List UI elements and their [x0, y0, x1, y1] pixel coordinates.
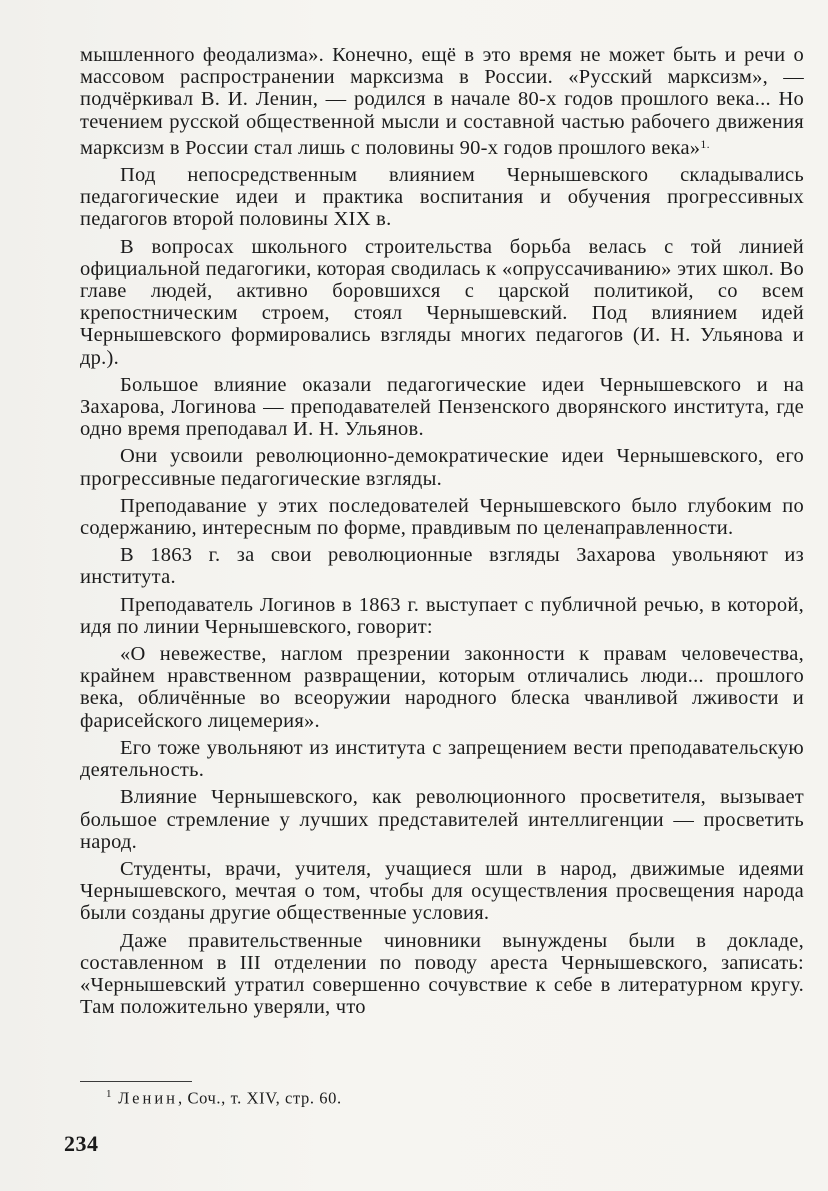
quotation: «О невежестве, наглом презрении законности к правам человечества, крайнем нравственном развращении, которым отличались люди... прошлого века, обличённые во всеоружии народного блеска чванливой лживости и фарисейского лицемерия».	[80, 643, 804, 732]
paragraph-10: Его тоже увольняют из института с запрещением вести преподавательскую деятельность.	[80, 736, 804, 782]
body-text	[80, 44, 804, 1023]
paragraph-3: В вопросах школьного строительства борьба велась с той линией официальной педагогики, которая сводилась к «опруссачиванию» этих школ. Во главе людей, активно боровшихся с царской политикой, со всем крепостническим строем, стоял Чернышевский. Под влиянием идей Чернышевского формировались взгляды многих педагогов (И. Н. Ульянова и др.).	[80, 235, 804, 369]
paragraph-11: Влияние Чернышевского, как революционного просветителя, вызывает большое стремление у лучших представителей интеллигенции — просветить народ.	[80, 786, 804, 853]
paragraph-12: Студенты, врачи, учителя, учащиеся шли в народ, движимые идеями Чернышевского, мечтая о том, чтобы для осуществления просвещения народа были созданы другие общественные условия.	[80, 857, 804, 925]
paragraph-1-text: мышленного феодализма». Конечно, ещё в это время не может быть и речи о массовом распространении марксизма в России. «Русский марксизм», — подчёркивал В. И. Ленин, — родился в начале 80-х годов прошлого века... Но течением русской общественной мысли и составной частью рабочего движения марксизм в России стал лишь с половины 90-х годов прошлого века»	[80, 44, 804, 159]
footnote	[106, 1088, 342, 1109]
paragraph-8: Преподаватель Логинов в 1863 г. выступает с публичной речью, в которой, идя по линии Чернышевского, говорит:	[80, 593, 804, 638]
paragraph-6: Преподавание у этих последователей Чернышевского было глубоким по содержанию, интересным по форме, правдивым по целенаправленности.	[80, 494, 804, 540]
footnote-mark: 1	[106, 1088, 113, 1100]
page-number: 234	[64, 1131, 99, 1156]
footnote-reference: 1.	[700, 136, 710, 151]
paragraph-1	[80, 44, 804, 159]
paragraph-5: Они усвоили революционно-демократические идеи Чернышевского, его прогрессивные педагогические взгляды.	[80, 445, 804, 490]
footnote-author: Ленин	[118, 1088, 179, 1108]
paragraph-7: В 1863 г. за свои революционные взгляды Захарова увольняют из института.	[80, 544, 804, 589]
footnote-divider	[80, 1081, 192, 1082]
paragraph-2: Под непосредственным влиянием Чернышевского складывались педагогические идеи и практика воспитания и обучения прогрессивных педагогов второй половины XIX в.	[80, 164, 804, 231]
paragraph-13: Даже правительственные чиновники вынуждены были в докладе, составленном в III отделении по поводу ареста Чернышевского, записать: «Чернышевский утратил совершенно сочувствие к себе в литературном кругу. Там положительно уверяли, что	[80, 929, 804, 1019]
footnote-source: , Соч., т. XIV, стр. 60.	[178, 1088, 342, 1108]
paragraph-4: Большое влияние оказали педагогические идеи Чернышевского и на Захарова, Логинова — преподавателей Пензенского дворянского института, где одно время преподавал И. Н. Ульянов.	[80, 373, 804, 441]
